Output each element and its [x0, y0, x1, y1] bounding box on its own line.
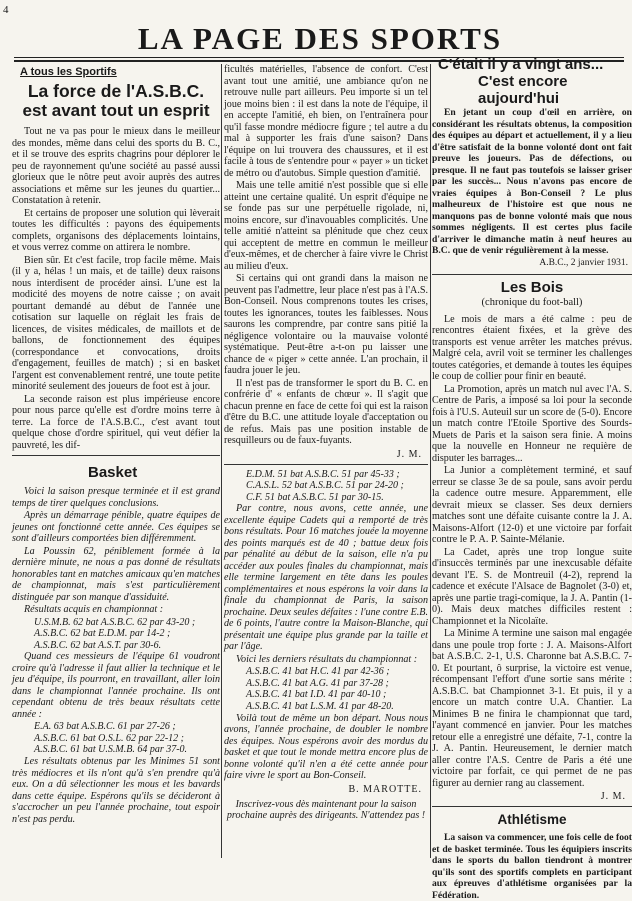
column-3 [432, 56, 632, 901]
athletisme-heading: Athlétisme [497, 812, 567, 827]
basket-paragraph: Par contre, nous avons, cette année, une excellente équipe Cadets qui a remporté de très bons résultats. Pour 16 matches jouée la moyenne des points marqués est de 40 ; battue deux fois par pénalité au début de la saison, elle n'a pu accéder aux poules finales du championnat, mais elle termine largement en tête dans les poules complémentaires et nous espérons la voir dans la finale du championnat de Paris, la saison prochaine. Deux seules défaites : l'une contre E.B. de 6 points, l'autre contre la Maison-Blanche, qui présentait une équipe plus grande par la taille et par l'âge. [224, 503, 428, 653]
basket-heading: Basket [88, 464, 138, 481]
article-headline [12, 82, 220, 120]
basket-paragraph: Après un démarrage pénible, quatre équipes de jeunes ont fonctionné cette année. Ces équipes se sont d'ailleurs comportées bien différemment. [12, 510, 220, 544]
headline-line-2: est avant tout un esprit [22, 101, 210, 120]
athletisme-body [432, 832, 632, 901]
bois-paragraph: La Promotion, après un match nul avec l'A. S. Centre de Paris, a imposé sa loi pour la seconde fois à l'U.S. Auteuil sur un score de (5-0). Encore un match contre l'Etoile Sportive des Sourds-Muets de Paris et la saison sera finie. A moins que la nouvelle en Honneur ne requière de disputer les barrages... [432, 383, 632, 464]
bois-heading: Les Bois [500, 278, 564, 296]
column-2 [224, 64, 428, 859]
result-line: A.S.B.C. 41 bat A.G. 41 par 37-28 ; [246, 677, 389, 689]
result-line: U.S.M.B. 62 bat A.S.B.C. 62 par 43-20 ; [34, 616, 196, 628]
section-divider [432, 806, 632, 807]
bois-paragraph: La Minime A termine une saison mal engagée dans une poule trop forte : J. A. Maisons-Alfort bat A.S.B.C. 2-1, U.S. Charonne bat A.S.B.C. 7-0. Et pourtant, ô surprise, la victoire est venue, récompensant l'effort d'une sortie sans mérite : A.S.B.C. bat Championnet 3-1. Et puis, il y a encore un match contre U.A. Chantier. La Minimes B ne finira le championnat que tard, l'ayant commencé en janvier. Pour les matches retour elle a enregistré une défaite, 7-1, contre la J. A. Pantin. Heureusement, le dernier match aller contre l'A.S. Centre de Paris a été une victoire par forfait, ce qui permet de ne pas figurer au dernier rang au classement. [432, 628, 632, 789]
retro-paragraph: En jetant un coup d'œil en arrière, on considérant les résultats obtenus, la composition des équipes au départ et actuellement, il y a lieu d'être satisfait de la bonne volonté dont ont fait preuve les joueurs. Pas de défections, ou presque. Il ne faut pas toutefois se laisser griser par les succès... Nous n'avons pas encore de vraies équipes à Bon-Conseil ? Le plus malheureux de l'histoire est que nous ne manquons pas de bonne volonté mais que nous sommes négligents. Il est certes plus facile d'arriver le dimanche matin à neuf heures au B.C. que de venir régulièrement à la messe. [432, 107, 632, 256]
retro-quote [432, 107, 632, 257]
result-line: C.F. 51 bat A.S.B.C. 51 par 30-15. [246, 491, 384, 503]
result-line: A.S.B.C. 41 bat L.S.M. 41 par 48-20. [246, 701, 394, 713]
result-line: A.S.B.C. 61 bat U.S.M.B. 64 par 37-0. [34, 744, 188, 756]
basket-paragraph: Quand ces messieurs de l'équipe 61 voudront croire qu'à l'adresse il faut allier la technique et le jeu d'équipe, ils pourront, en travaillant, aller loin dans le championnat l'année prochaine. Ils ont cependant obtenu de très beaux résultats cette année : [12, 651, 220, 720]
article-paragraph: Bien sûr. Et c'est facile, trop facile même. Mais (il y a, hélas ! un mais, et de taille) deux raisons nous interdisent de procéder ainsi. L'une est la modicité des moyens de notre caisse ; on avait pourtant demandé au début de l'année une cotisation sur laquelle on réglait les frais de licences, de visites médicales, de maillots et de ballons, de fonctionnement des équipes (correspondance et convocations, droits d'engagement, feuilles de match) ; si en basket l'argent est convenablement rentré, une toute petite minorité seulement des joueurs de foot est à jour. [12, 254, 220, 392]
article-paragraph: Tout ne va pas pour le mieux dans le meilleur des mondes, même dans celui des sports du B. C., et il se trouve des esprits chagrins pour déplorer le peu de rayonnement qu'une société au passé aussi glorieux que le nôtre peut avoir auprès des autres associations et même sur les jeunes du quartier... Constatation à retenir. [12, 126, 220, 206]
retro-headline-line-2: C'est encore aujourd'hui [478, 73, 568, 107]
basket-paragraph: Résultats acquis en championnat : [24, 604, 164, 615]
result-line: C.A.S.L. 52 bat A.S.B.C. 51 par 24-20 ; [246, 480, 404, 492]
bois-paragraph: Le mois de mars a été calme : peu de rencontres étaient fixées, et la grève des transports est venue arrêter les matches prévus. Malgré cela, avril voit se terminer les challenges toutes catégories, et demande à toutes les équipes le coup de collier pour finir en beauté. [432, 313, 632, 382]
page-number: 4 [3, 4, 9, 16]
column-divider-2 [430, 64, 431, 858]
article-paragraph: Et certains de proposer une solution qui lèverait toutes les difficultés : payons des équipements complets, organisons des déplacements lointains, et vous verrez comme on attirera le nombre. [12, 207, 220, 253]
basket-paragraph: Voilà tout de même un bon départ. Nous nous avons, l'année prochaine, de doubler le nombre des équipes. Nous espérons avoir des mordus du basket et que tout le monde mettra encore plus de bonne volonté qu'il n'en a été cette année pour faire vivre le sport au Bon-Conseil. [224, 712, 428, 782]
column-1 [12, 64, 220, 859]
basket-paragraph: Voici les derniers résultats du championnat : [236, 653, 418, 665]
article-kicker: A tous les Sportifs [20, 66, 117, 78]
article-signature: J. M. [396, 448, 422, 460]
basket-intro: Voici la saison presque terminée et il est grand temps de tirer quelques conclusions. [12, 486, 220, 509]
page-title: LA PAGE DES SPORTS [137, 21, 503, 56]
bois-signature: J. M. [600, 791, 626, 802]
article-paragraph: La seconde raison est plus impérieuse encore pour nous parce qu'elle est d'ordre moins terre à terre. La force de l'A.S.B.C., c'est avant tout quelque chose d'ordre spirituel, qui veut défier la pauvreté, les dif- [12, 393, 220, 451]
registration-notice: Inscrivez-vous dès maintenant pour la saison prochaine auprès des dirigeants. N'attendez pas ! [226, 798, 426, 822]
bois-subheading: (chronique du foot-ball) [481, 296, 583, 308]
athletisme-header [432, 811, 632, 829]
basket-signature: B. MAROTTE. [348, 783, 422, 795]
section-divider [432, 274, 632, 275]
basket-results-continued [224, 464, 428, 822]
headline-line-1: La force de l'A.S.B.C. [27, 81, 205, 101]
article-paragraph: Il n'est pas de transformer le sport du B. C. en confrérie d' « enfants de chœur ». Il s'agit que chacun prenne en face de cette foi qui est la raison d'être du B.C. une attitude loyale d'acceptation ou de refus. Mais pas une position instable de resquilleurs ou de faux-fuyants. [224, 377, 428, 446]
result-line: A.S.B.C. 62 bat A.S.T. par 30-6. [34, 639, 162, 651]
result-line: A.S.B.C. 62 bat E.D.M. par 14-2 ; [34, 628, 171, 640]
column-divider-1 [221, 64, 222, 858]
basket-paragraph: Les résultats obtenus par les Minimes 51 sont très médiocres et ils n'ont qu'à s'en prendre qu'à eux. On a dû sélectionner les mous et les bavards dans cette équipe. Espérons qu'ils se décideront à s'accrocher un peu l'année prochaine, tout espoir n'est pas perdu. [12, 756, 220, 825]
result-line: A.S.B.C. 41 bat I.D. 41 par 40-10 ; [246, 689, 387, 701]
article-paragraph: ficultés matérielles, l'absence de confort. C'est avant tout une amitié, une ambiance qu'on ne retrouve nulle part ailleurs. Peu importe si un tel joue moins bien : il est dans la note de l'équipe, il en accepte l'amitié, eh bien, on l'entraînera pour qu'il fasse mondre médiocre figure ; tel autre a du mal à supporter les frais d'une saison? Dans l'équipe on lui trouvera des chaussures, et il est facile à tous de s'entendre pour « payer » un ticket de métro ou d'autobus. Simple question d'amitié. [224, 64, 428, 179]
bois-header [432, 279, 632, 308]
bois-paragraph: La Cadet, après une trop longue suite d'insuccès terminés par une inexcusable défaite devant l'E. S. de Montreuil (4-2), reprend la cadence et exécute l'Alsace de Bagnolet (3-0) et, après une partie tragi-comique, la J. A. Pantin (1-0). Mais deux matches difficiles restent : Championnet et la Nicolaïte. [432, 546, 632, 627]
result-line: A.S.B.C. 41 bat H.C. 41 par 42-36 ; [246, 666, 390, 678]
result-line: A.S.B.C. 61 bat O.S.L. 62 par 22-12 ; [34, 732, 184, 744]
basket-paragraph: La Poussin 62, péniblement formée à la dernière minute, ne nous a pas donné de résultats honorables tant en matches amicaux qu'en matches de championnat, mais s'est particulièrement distinguée par son manque d'assiduité. [12, 545, 220, 603]
result-line: E.A. 63 bat A.S.B.C. 61 par 27-26 ; [34, 721, 176, 733]
bois-paragraph: La Junior a complètement terminé, et sauf erreur se classe 3e de sa poule, sans avoir perdu la cadence outre mesure. Apparemment, elle devrait mieux se classer. Ses deux derniers matches sont une défaite cuisante contre la J. A. Maisons-Alfort (12-0) et une victoire par forfait contre le P. A. P. Sainte-Mélanie. [432, 465, 632, 545]
article-paragraph: Si certains qui ont grandi dans la maison ne peuvent pas l'admettre, leur place n'est pas à l'A.S. Bon-Conseil. Nous comprenons toutes les crises, toutes les ignorances, toutes les faiblesses. Nous saurons les comprendre, par contre sans pitié la négligence volontaire ou la mauvaise volonté systématique. Peut-être a-t-on pu laisser une chance de « piger » cette année. L'an prochain, il faudra jouer le jeu. [224, 273, 428, 376]
retro-headline [438, 56, 632, 107]
retro-dateline: A.B.C., 2 janvier 1931. [539, 257, 628, 268]
basket-section [12, 455, 220, 825]
athletisme-paragraph: La saison va commencer, une fois celle de foot et de basket terminée. Tous les équipiers inscrits dans le sports du ballon tiendront à montrer qu'ils sont des sportifs complets en participant aux épreuves d'athlétisme organisées par la Fédération. [432, 832, 632, 901]
retro-headline-line-1: C'était il y a vingt ans... [438, 56, 604, 73]
result-line: E.D.M. 51 bat A.S.B.C. 51 par 45-33 ; [246, 468, 400, 480]
article-paragraph: Mais une telle amitié n'est possible que si elle atteint une certaine qualité. Un esprit d'équipe ne se fonde pas sur une perpétuelle rigolade, ni, moins encore, sur d'inavouables complicités. Une telle amitié n'atteint sa plénitude que chez ceux qui acceptent de mettre en commun le meilleur d'eux-mêmes, et de chercher à faire vivre le Christ au milieu d'eux. [224, 180, 428, 272]
